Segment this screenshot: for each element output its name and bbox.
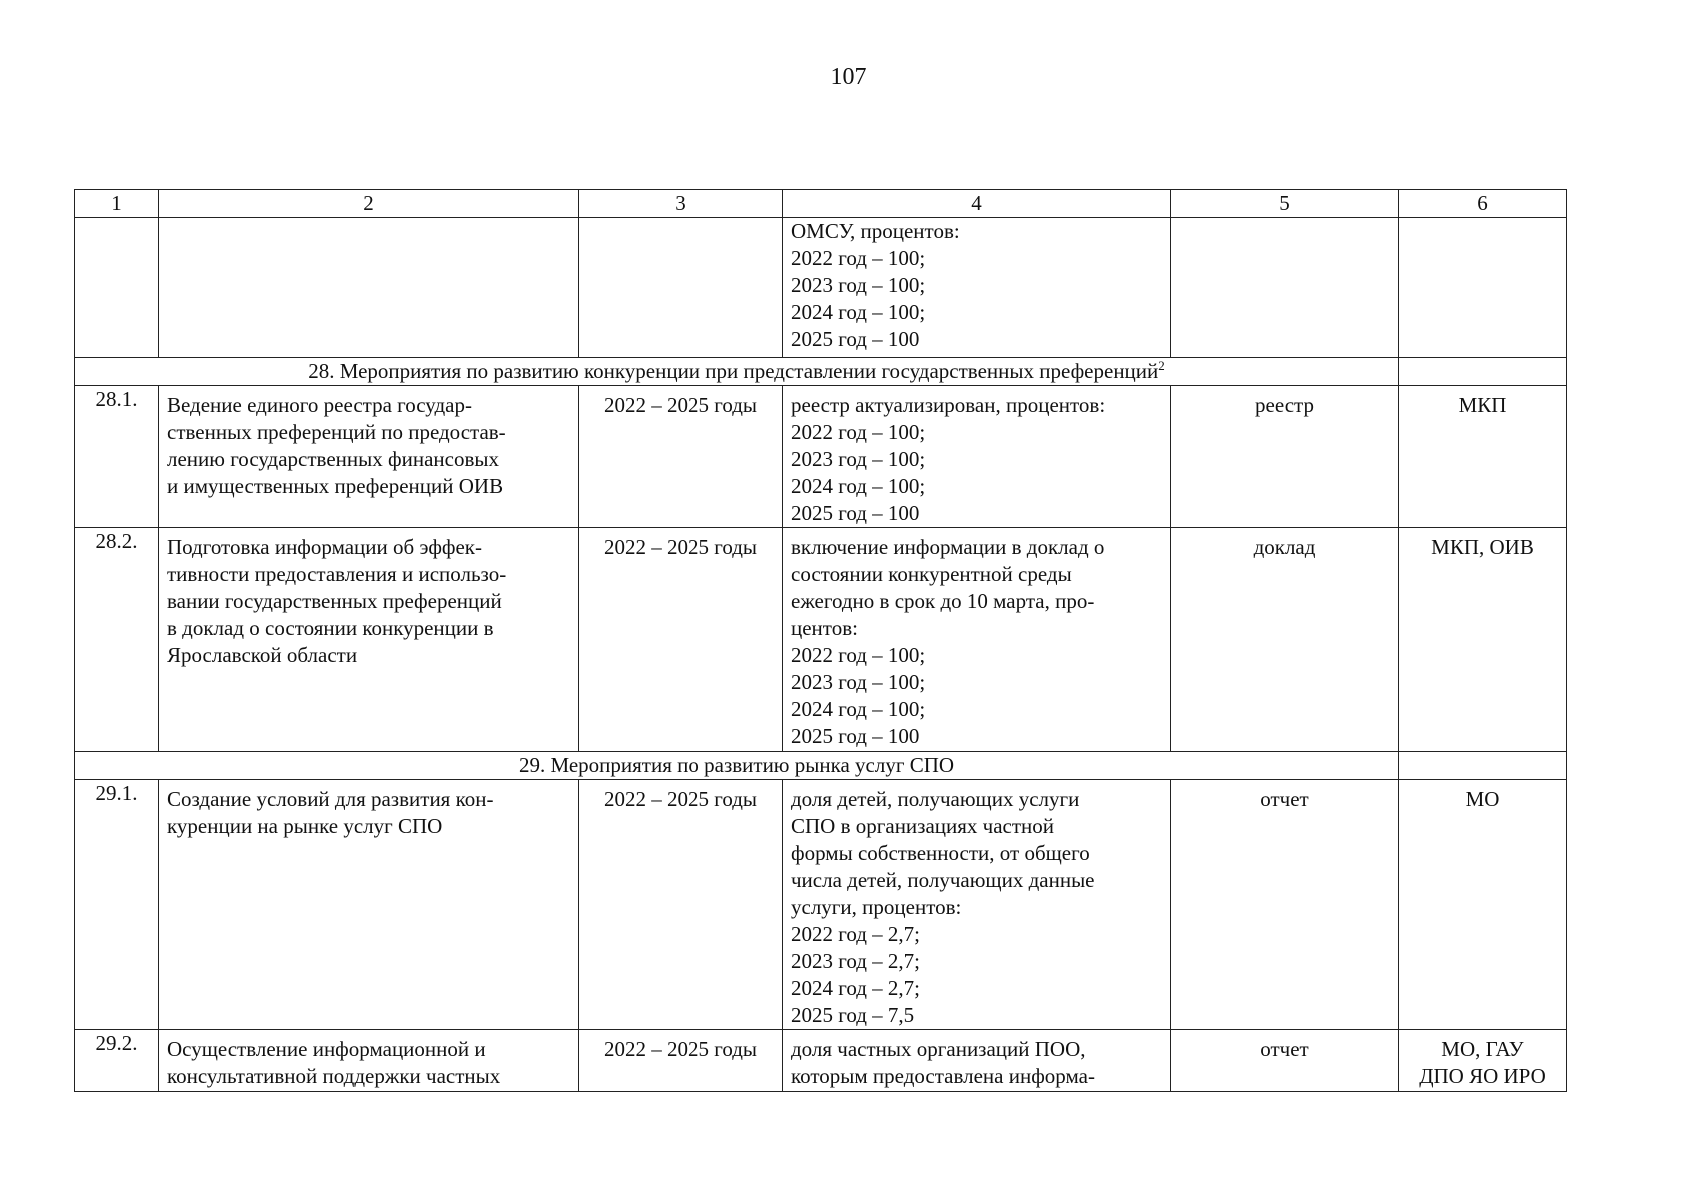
row-number: 29.1. xyxy=(75,780,159,1030)
row-number: 28.1. xyxy=(75,386,159,528)
page-number: 107 xyxy=(830,64,867,90)
result: реестр актуализирован, процентов: 2022 год – 100; 2023 год – 100; 2024 год – 100; 2025 год – 100 xyxy=(783,386,1171,528)
table-row xyxy=(75,528,1567,752)
executor: МКП xyxy=(1399,386,1567,528)
executor: МО xyxy=(1399,780,1567,1030)
period: 2022 – 2025 годы xyxy=(579,528,783,752)
result-line: 2023 год – 100; xyxy=(791,273,926,297)
section-row xyxy=(75,752,1567,780)
section-row xyxy=(75,358,1567,386)
period: 2022 – 2025 годы xyxy=(579,386,783,528)
executor-cell xyxy=(1399,218,1567,358)
num-cell xyxy=(75,218,159,358)
name-cell xyxy=(159,218,579,358)
measure-name: Создание условий для развития кон- куренции на рынке услуг СПО xyxy=(159,780,579,1030)
period: 2022 – 2025 годы xyxy=(579,780,783,1030)
column-header-6: 6 xyxy=(1399,190,1567,218)
executor: МО, ГАУ ДПО ЯО ИРО xyxy=(1399,1030,1567,1092)
section-title: 28. Мероприятия по развитию конкуренции при представлении государственных преференций$^2$ xyxy=(75,358,1399,386)
document: доклад xyxy=(1171,528,1399,752)
column-header-3: 3 xyxy=(579,190,783,218)
row-number: 28.2. xyxy=(75,528,159,752)
continuation-row xyxy=(75,218,1567,358)
column-header-2: 2 xyxy=(159,190,579,218)
section-empty-cell xyxy=(1399,752,1567,780)
executor: МКП, ОИВ xyxy=(1399,528,1567,752)
result: доля детей, получающих услуги СПО в организациях частной формы собственности, от общего числа детей, получающих данные услуги, процентов: 2022 год – 2,7; 2023 год – 2,7; 2024 год – 2,7; 2025 год – 7,5 xyxy=(783,780,1171,1030)
measures-table xyxy=(74,189,1567,1092)
row-number: 29.2. xyxy=(75,1030,159,1092)
result-cell xyxy=(783,218,1171,358)
table-row xyxy=(75,1030,1567,1092)
table-row xyxy=(75,386,1567,528)
table-row xyxy=(75,780,1567,1030)
section-empty-cell xyxy=(1399,358,1567,386)
result-line: 2024 год – 100; xyxy=(791,300,926,324)
result-line: 2025 год – 100 xyxy=(791,327,920,351)
measure-name: Осуществление информационной и консультативной поддержки частных xyxy=(159,1030,579,1092)
result: включение информации в доклад о состоянии конкурентной среды ежегодно в срок до 10 марта, про- центов: 2022 год – 100; 2023 год – 100; 2024 год – 100; 2025 год – 100 xyxy=(783,528,1171,752)
result-line: 2022 год – 100; xyxy=(791,246,926,270)
footnote-mark: 2 xyxy=(1158,358,1165,373)
measure-name: Подготовка информации об эффек- тивности предоставления и использо- вании государственных преференций в доклад о состоянии конкуренции в Ярославской области xyxy=(159,528,579,752)
document: реестр xyxy=(1171,386,1399,528)
section-title: 29. Мероприятия по развитию рынка услуг СПО xyxy=(75,752,1399,780)
column-header-4: 4 xyxy=(783,190,1171,218)
result-line: ОМСУ, процентов: xyxy=(791,219,960,243)
column-header-1: 1 xyxy=(75,190,159,218)
document: отчет xyxy=(1171,780,1399,1030)
period-cell xyxy=(579,218,783,358)
result: доля частных организаций ПОО, которым предоставлена информа- xyxy=(783,1030,1171,1092)
measure-name: Ведение единого реестра государ- ственных преференций по предостав- лению государственных финансовых и имущественных преференций ОИВ xyxy=(159,386,579,528)
column-header-5: 5 xyxy=(1171,190,1399,218)
document-cell xyxy=(1171,218,1399,358)
period: 2022 – 2025 годы xyxy=(579,1030,783,1092)
document: отчет xyxy=(1171,1030,1399,1092)
table-header-row xyxy=(75,190,1567,218)
